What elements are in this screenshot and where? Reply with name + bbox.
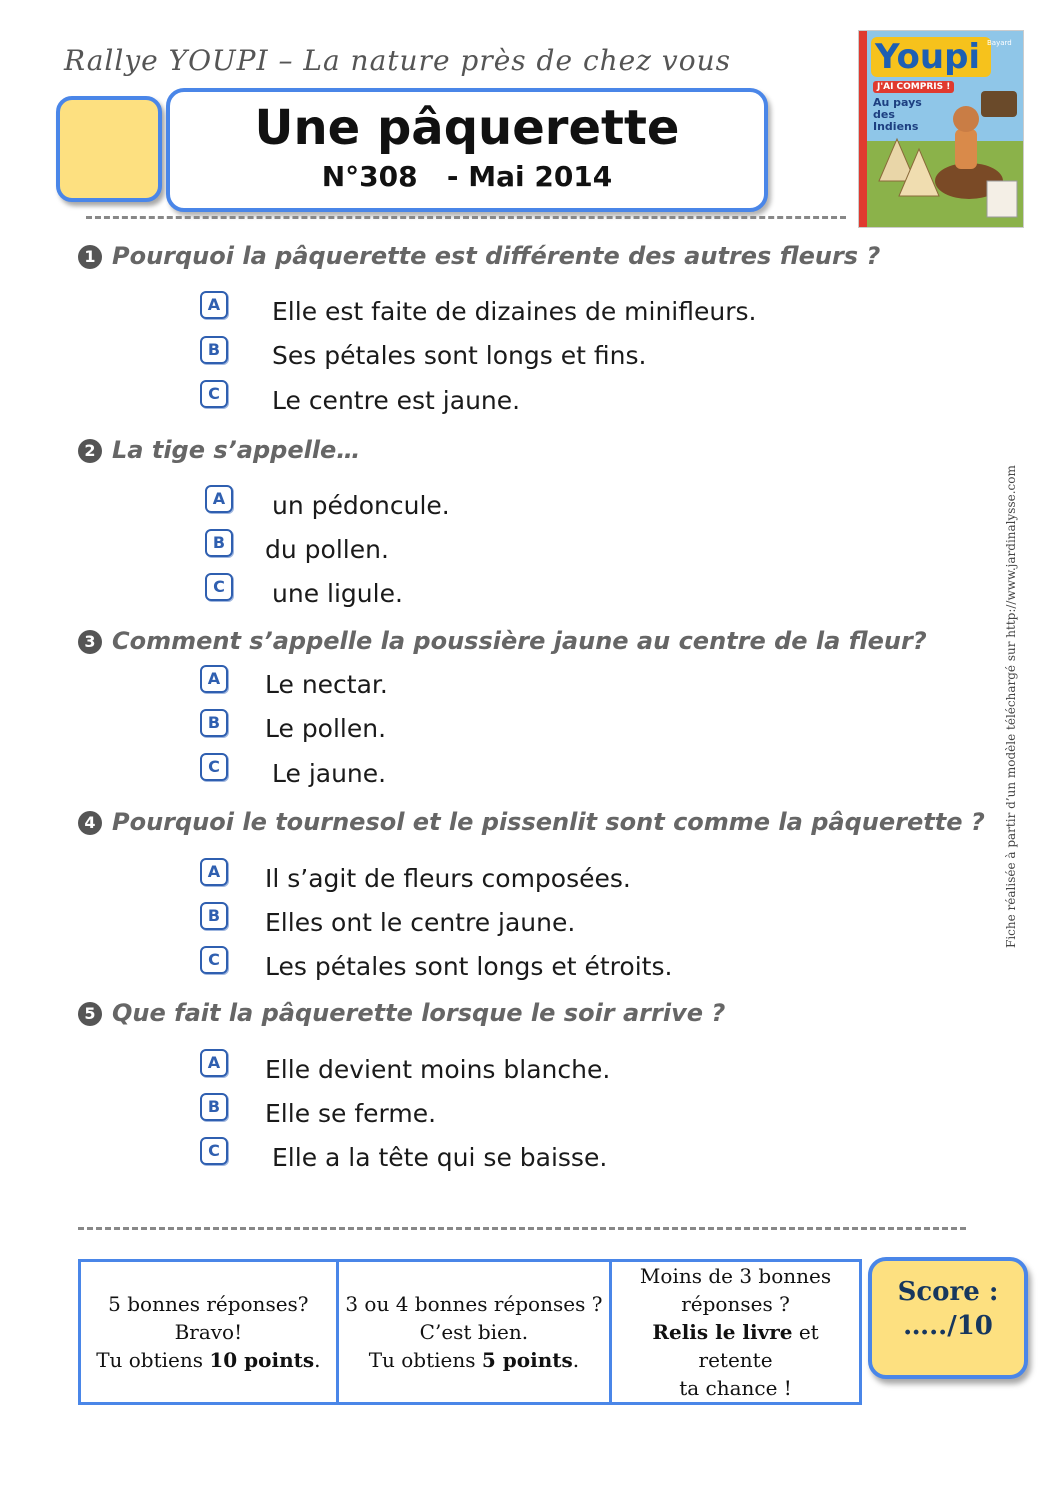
question-2 <box>78 436 360 464</box>
question-3 <box>78 627 927 655</box>
answer-option[interactable]: du pollen. <box>265 535 389 564</box>
score-label: Score : <box>897 1277 999 1307</box>
option-badge-c[interactable]: C <box>200 753 228 781</box>
answer-option[interactable]: Le jaune. <box>272 759 387 788</box>
option-badge-a[interactable]: A <box>200 291 228 319</box>
option-badge-a[interactable]: A <box>200 665 228 693</box>
rule-line: Bravo! <box>174 1320 243 1344</box>
option-badge-b[interactable]: B <box>200 336 228 364</box>
name-box <box>56 96 162 202</box>
answer-option[interactable]: Elles ont le centre jaune. <box>265 908 576 937</box>
rule-points: 5 points <box>481 1348 573 1372</box>
question-number-4: 4 <box>78 811 102 835</box>
answer-option[interactable]: une ligule. <box>272 579 403 608</box>
rule-line: Tu obtiens <box>96 1348 210 1372</box>
scoring-table <box>78 1259 862 1405</box>
question-text: Pourquoi le tournesol et le pissenlit sont comme la pâquerette ? <box>112 808 985 836</box>
rule-line: 3 ou 4 bonnes réponses ? <box>345 1292 603 1316</box>
option-badge-c[interactable]: C <box>205 573 233 601</box>
magazine-cover-image <box>858 30 1024 228</box>
answer-option[interactable]: un pédoncule. <box>272 491 450 520</box>
title-box <box>166 88 768 212</box>
divider-top <box>86 216 846 219</box>
question-number-3: 3 <box>78 630 102 654</box>
rule-line: 5 bonnes réponses? <box>108 1292 309 1316</box>
question-text: Pourquoi la pâquerette est différente des autres fleurs ? <box>112 242 881 270</box>
cover-publisher: Bayard <box>987 39 1012 47</box>
question-number-2: 2 <box>78 439 102 463</box>
answer-option[interactable]: Le pollen. <box>265 714 387 743</box>
issue-subtitle: N°308 - Mai 2014 <box>321 160 613 193</box>
answer-option[interactable]: Il s’agit de fleurs composées. <box>265 864 631 893</box>
question-text: Comment s’appelle la poussière jaune au centre de la fleur? <box>112 627 927 655</box>
option-badge-c[interactable]: C <box>200 946 228 974</box>
rule-line: Tu obtiens <box>368 1348 482 1372</box>
option-badge-b[interactable]: B <box>200 709 228 737</box>
cover-logo: Youpi <box>875 37 981 77</box>
side-credit-note: Fiche réalisée à partir d’un modèle téléchargé sur http://www.jardinalysse.com <box>1004 465 1018 948</box>
score-value: …../10 <box>903 1311 993 1341</box>
option-badge-a[interactable]: A <box>200 858 228 886</box>
rule-line: . <box>314 1348 321 1372</box>
answer-option[interactable]: Les pétales sont longs et étroits. <box>265 952 673 981</box>
question-5 <box>78 999 725 1027</box>
rule-emphasis: Relis le livre <box>652 1320 793 1344</box>
answer-option[interactable]: Elle a la tête qui se baisse. <box>272 1143 608 1172</box>
option-badge-c[interactable]: C <box>200 1137 228 1165</box>
rallye-header: Rallye YOUPI – La nature près de chez vous <box>64 44 731 77</box>
rule-line: et retente <box>698 1320 819 1372</box>
question-number-1: 1 <box>78 245 102 269</box>
option-badge-c[interactable]: C <box>200 380 228 408</box>
question-4 <box>78 808 985 836</box>
question-text: Que fait la pâquerette lorsque le soir arrive ? <box>112 999 726 1027</box>
question-number-5: 5 <box>78 1002 102 1026</box>
rule-line: Moins de 3 bonnes <box>639 1264 832 1288</box>
divider-bottom <box>78 1227 966 1230</box>
option-badge-a[interactable]: A <box>200 1049 228 1077</box>
option-badge-b[interactable]: B <box>200 1093 228 1121</box>
score-rule-less-3 <box>611 1261 861 1404</box>
score-rule-3-4 <box>337 1261 610 1404</box>
answer-option[interactable]: Elle se ferme. <box>265 1099 437 1128</box>
cover-tagline: J'AI COMPRIS ! <box>873 81 954 93</box>
cover-headline: Au pays des Indiens <box>873 96 922 133</box>
score-rule-5 <box>80 1261 338 1404</box>
option-badge-b[interactable]: B <box>200 902 228 930</box>
rule-line: . <box>572 1348 580 1372</box>
score-box[interactable] <box>868 1257 1028 1379</box>
question-text: La tige s’appelle… <box>112 436 361 464</box>
option-badge-a[interactable]: A <box>205 485 233 513</box>
answer-option[interactable]: Le nectar. <box>265 670 388 699</box>
rule-line: ta chance ! <box>679 1376 792 1400</box>
answer-option[interactable]: Le centre est jaune. <box>272 386 521 415</box>
rule-points: 10 points <box>209 1348 315 1372</box>
option-badge-b[interactable]: B <box>205 529 233 557</box>
answer-option[interactable]: Elle devient moins blanche. <box>265 1055 611 1084</box>
answer-option[interactable]: Elle est faite de dizaines de minifleurs. <box>272 297 757 326</box>
rule-line: C’est bien. <box>419 1320 529 1344</box>
page-title: Une pâquerette <box>254 100 680 156</box>
question-1 <box>78 242 880 270</box>
rule-line: réponses ? <box>681 1292 790 1316</box>
answer-option[interactable]: Ses pétales sont longs et fins. <box>272 341 647 370</box>
